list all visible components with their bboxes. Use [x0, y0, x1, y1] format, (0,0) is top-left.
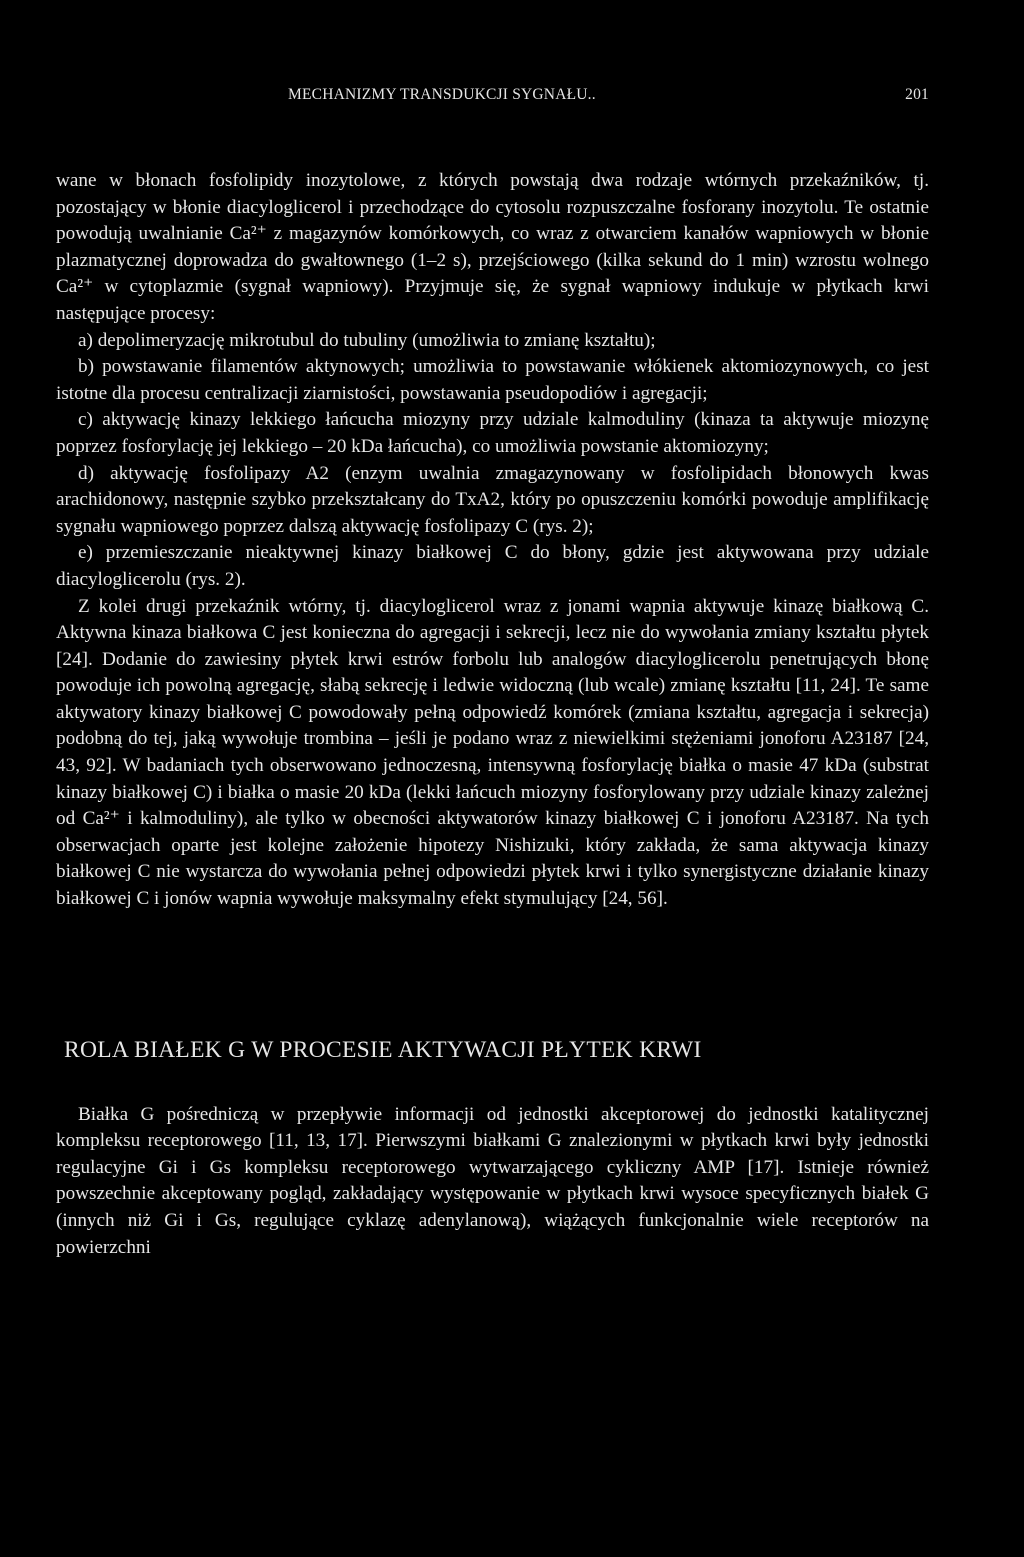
list-item-c: c) aktywację kinazy lekkiego łańcucha miozyny przy udziale kalmoduliny (kinaza ta aktywuje miozynę poprzez fosforylację jej lekkiego – 20 kDa łańcucha), co umożliwia powstanie aktomiozyny;	[56, 409, 929, 457]
paragraph-continuation: wane w błonach fosfolipidy inozytolowe, z których powstają dwa rodzaje wtórnych przekaźników, tj. pozostający w błonie diacyloglicerol i przechodzące do cytosolu rozpuszczalne fosforany inozytolu. Te ostatnie powodują uwalnianie Ca²⁺ z magazynów komórkowych, co wraz z otwarciem kanałów wapniowych w błonie plazmatycznej doprowadza do gwałtownego (1–2 s), przejściowego (kilka sekund do 1 min) wzrostu wolnego Ca²⁺ w cytoplazmie (sygnał wapniowy). Przyjmuje się, że sygnał wapniowy indukuje w płytkach krwi następujące procesy:	[56, 170, 929, 324]
section-heading: ROLA BIAŁEK G W PROCESIE AKTYWACJI PŁYTEK KRWI	[64, 1036, 702, 1063]
running-title: MECHANIZMY TRANSDUKCJI SYGNAŁU..	[288, 86, 596, 103]
list-item-b: b) powstawanie filamentów aktynowych; umożliwia to powstawanie włókienek aktomiozynowych, co jest istotne dla procesu centralizacji ziarnistości, powstawania pseudopodiów i agregacji;	[56, 356, 929, 404]
running-header	[288, 86, 929, 104]
section-text	[56, 1102, 929, 1262]
body-text	[56, 168, 929, 913]
list-item-d: d) aktywację fosfolipazy A2 (enzym uwalnia zmagazynowany w fosfolipidach błonowych kwas arachidonowy, następnie szybko przekształcany do TxA2, który po opuszczeniu komórki powoduje amplifikację sygnału wapniowego poprzez dalszą aktywację fosfolipazy C (rys. 2);	[56, 462, 929, 537]
paragraph-g-proteins: Białka G pośredniczą w przepływie informacji od jednostki akceptorowej do jednostki katalitycznej kompleksu receptorowego [11, 13, 17]. Pierwszymi białkami G znalezionymi w płytkach krwi były jednostki regulacyjne Gi i Gs kompleksu receptorowego wytwarzającego cykliczny AMP [17]. Istnieje również powszechnie akceptowany pogląd, zakładający występowanie w płytkach krwi wysoce specyficznych białek G (innych niż Gi i Gs, regulujące cyklazę adenylanową), wiążących funkcjonalnie wiele receptorów na powierzchni	[56, 1103, 929, 1258]
list-item-e: e) przemieszczanie nieaktywnej kinazy białkowej C do błony, gdzie jest aktywowana przy udziale diacyloglicerolu (rys. 2).	[56, 542, 929, 590]
page-number: 201	[905, 86, 929, 103]
paragraph-diacylglycerol: Z kolei drugi przekaźnik wtórny, tj. diacyloglicerol wraz z jonami wapnia aktywuje kinazę białkową C. Aktywna kinaza białkowa C jest konieczna do agregacji i sekrecji, lecz nie do wywołania zmiany kształtu płytek [24]. Dodanie do zawiesiny płytek krwi estrów forbolu lub analogów diacyloglicerolu penetrujących błonę powoduje ich powolną agregację, słabą sekrecję i ledwie widoczną (lub wcale) zmianę kształtu [11, 24]. Te same aktywatory kinazy białkowej C powodowały pełną odpowiedź komórek (zmiana kształtu, agregacja i sekrecja) podobną do tej, jaką wywołuje trombina – jeśli je podano wraz z niewielkimi stężeniami jonoforu A23187 [24, 43, 92]. W badaniach tych obserwowano jednoczesną, intensywną fosforylację białka o masie 47 kDa (substrat kinazy białkowej C) i białka o masie 20 kDa (lekki łańcuch miozyny fosforylowany przy udziale kinazy zależnej od Ca²⁺ i kalmoduliny), ale tylko w obecności aktywatorów kinazy białkowej C i jonoforu A23187. Na tych obserwacjach oparte jest kolejne założenie hipotezy Nishizuki, który zakłada, że sama aktywacja kinazy białkowej C nie wystarcza do wywołania pełnej odpowiedzi płytek krwi i tylko synergistyczne działanie kinazy białkowej C i jonów wapnia wywołuje maksymalny efekt stymulujący [24, 56].	[56, 595, 929, 910]
list-item-a: a) depolimeryzację mikrotubul do tubuliny (umożliwia to zmianę kształtu);	[78, 329, 656, 351]
